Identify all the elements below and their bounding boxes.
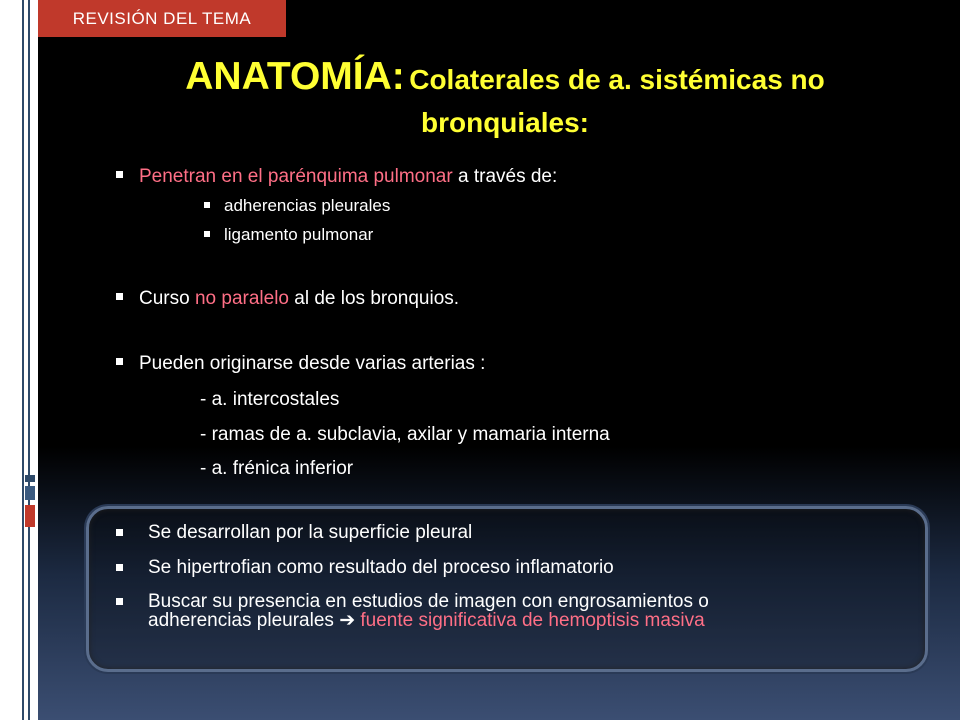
artery-item: - ramas de a. subclavia, axilar y mamaria interna	[200, 424, 610, 445]
box-bullet-text: Se desarrollan por la superficie pleural	[148, 522, 473, 543]
bullet-square-icon	[116, 598, 123, 605]
sub-bullet-text: ligamento pulmonar	[224, 225, 374, 244]
box-bullet-highlight: fuente significativa de hemoptisis masiva	[360, 610, 705, 631]
left-sidebar-band	[0, 0, 38, 720]
bullet-text: Curso	[139, 288, 195, 309]
bullet-square-icon	[204, 231, 210, 237]
artery-item: - a. frénica inferior	[200, 458, 354, 479]
box-bullet-text: Se hipertrofian como resultado del proceso inflamatorio	[148, 557, 614, 578]
bullet-penetran	[116, 166, 557, 188]
artery-item: - a. intercostales	[200, 389, 340, 410]
box-bullet-pre: Buscar su presencia en estudios de imagen con engrosamientos o adherencias pleurales	[148, 591, 709, 631]
bullet-highlight: no paralelo	[194, 288, 289, 309]
slide-title	[100, 55, 910, 147]
decor-square	[25, 475, 35, 482]
decor-line	[22, 0, 24, 720]
box-bullet	[116, 592, 816, 630]
bullet-square-icon	[204, 202, 210, 208]
section-tag: REVISIÓN DEL TEMA	[38, 0, 286, 37]
decor-line	[28, 0, 30, 720]
title-main: ANATOMÍA:	[185, 55, 405, 98]
sub-bullet	[204, 225, 373, 245]
bullet-square-icon	[116, 564, 123, 571]
bullet-text: al de los bronquios.	[289, 288, 460, 309]
arrow-right-icon: ➔	[339, 610, 356, 631]
bullet-square-icon	[116, 529, 123, 536]
box-bullet	[116, 558, 816, 577]
decor-square	[25, 486, 35, 500]
box-bullet-text	[116, 592, 816, 630]
bullet-highlight: Penetran en el parénquima pulmonar	[139, 166, 453, 187]
bullet-pueden	[116, 353, 485, 375]
bullet-text: Pueden originarse desde varias arterias :	[139, 353, 486, 374]
title-sub-line2: bronquiales:	[420, 107, 589, 138]
bullet-curso	[116, 288, 459, 310]
bullet-square-icon	[116, 293, 123, 300]
sub-bullet-text: adherencias pleurales	[224, 196, 391, 215]
decor-square	[25, 505, 35, 527]
bullet-square-icon	[116, 171, 123, 178]
box-bullet	[116, 523, 816, 542]
bullet-square-icon	[116, 358, 123, 365]
bullet-text: a través de:	[452, 166, 558, 187]
sub-bullet	[204, 196, 390, 216]
title-sub-line1: Colaterales de a. sistémicas no	[409, 64, 825, 95]
